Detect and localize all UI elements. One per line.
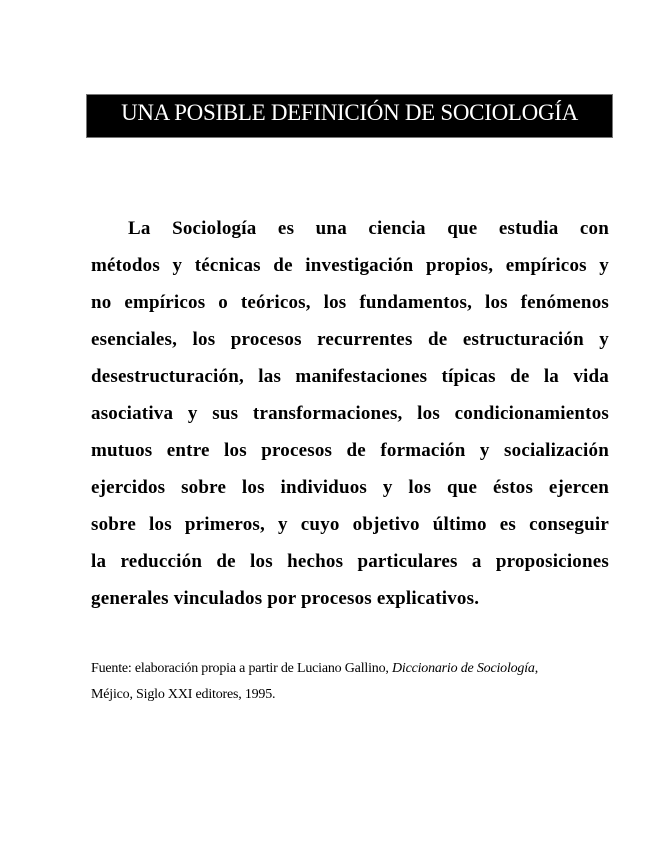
- source-book-title: Diccionario de Sociología: [391, 661, 535, 676]
- paragraph-line: La Sociología es una ciencia que estudia con: [128, 218, 609, 239]
- definition-paragraph: [91, 210, 609, 617]
- page-title: UNA POSIBLE DEFINICIÓN DE SOCIOLOGÍA: [121, 100, 578, 125]
- paragraph-line: la reducción de los hechos particulares a proposiciones: [91, 551, 609, 572]
- paragraph-line: asociativa y sus transformaciones, los condicionamientos: [91, 403, 609, 424]
- title-banner: [86, 94, 613, 138]
- source-line-2: Méjico, Siglo XXI editores, 1995.: [91, 687, 276, 702]
- source-citation: [91, 656, 611, 708]
- paragraph-line: ejercidos sobre los individuos y los que éstos ejercen: [91, 477, 609, 498]
- paragraph-line: no empíricos o teóricos, los fundamentos, los fenómenos: [91, 292, 609, 313]
- paragraph-line: mutuos entre los procesos de formación y socialización: [91, 440, 609, 461]
- paragraph-line: generales vinculados por procesos explicativos.: [91, 588, 480, 609]
- paragraph-line: métodos y técnicas de investigación propios, empíricos y: [91, 255, 609, 276]
- paragraph-line: sobre los primeros, y cuyo objetivo último es conseguir: [91, 514, 609, 535]
- source-comma: ,: [534, 661, 539, 676]
- source-prefix: Fuente: elaboración propia a partir de Luciano Gallino,: [91, 661, 392, 676]
- paragraph-line: desestructuración, las manifestaciones típicas de la vida: [91, 366, 609, 387]
- paragraph-line: esenciales, los procesos recurrentes de estructuración y: [91, 329, 609, 350]
- source-line-1: [91, 656, 611, 682]
